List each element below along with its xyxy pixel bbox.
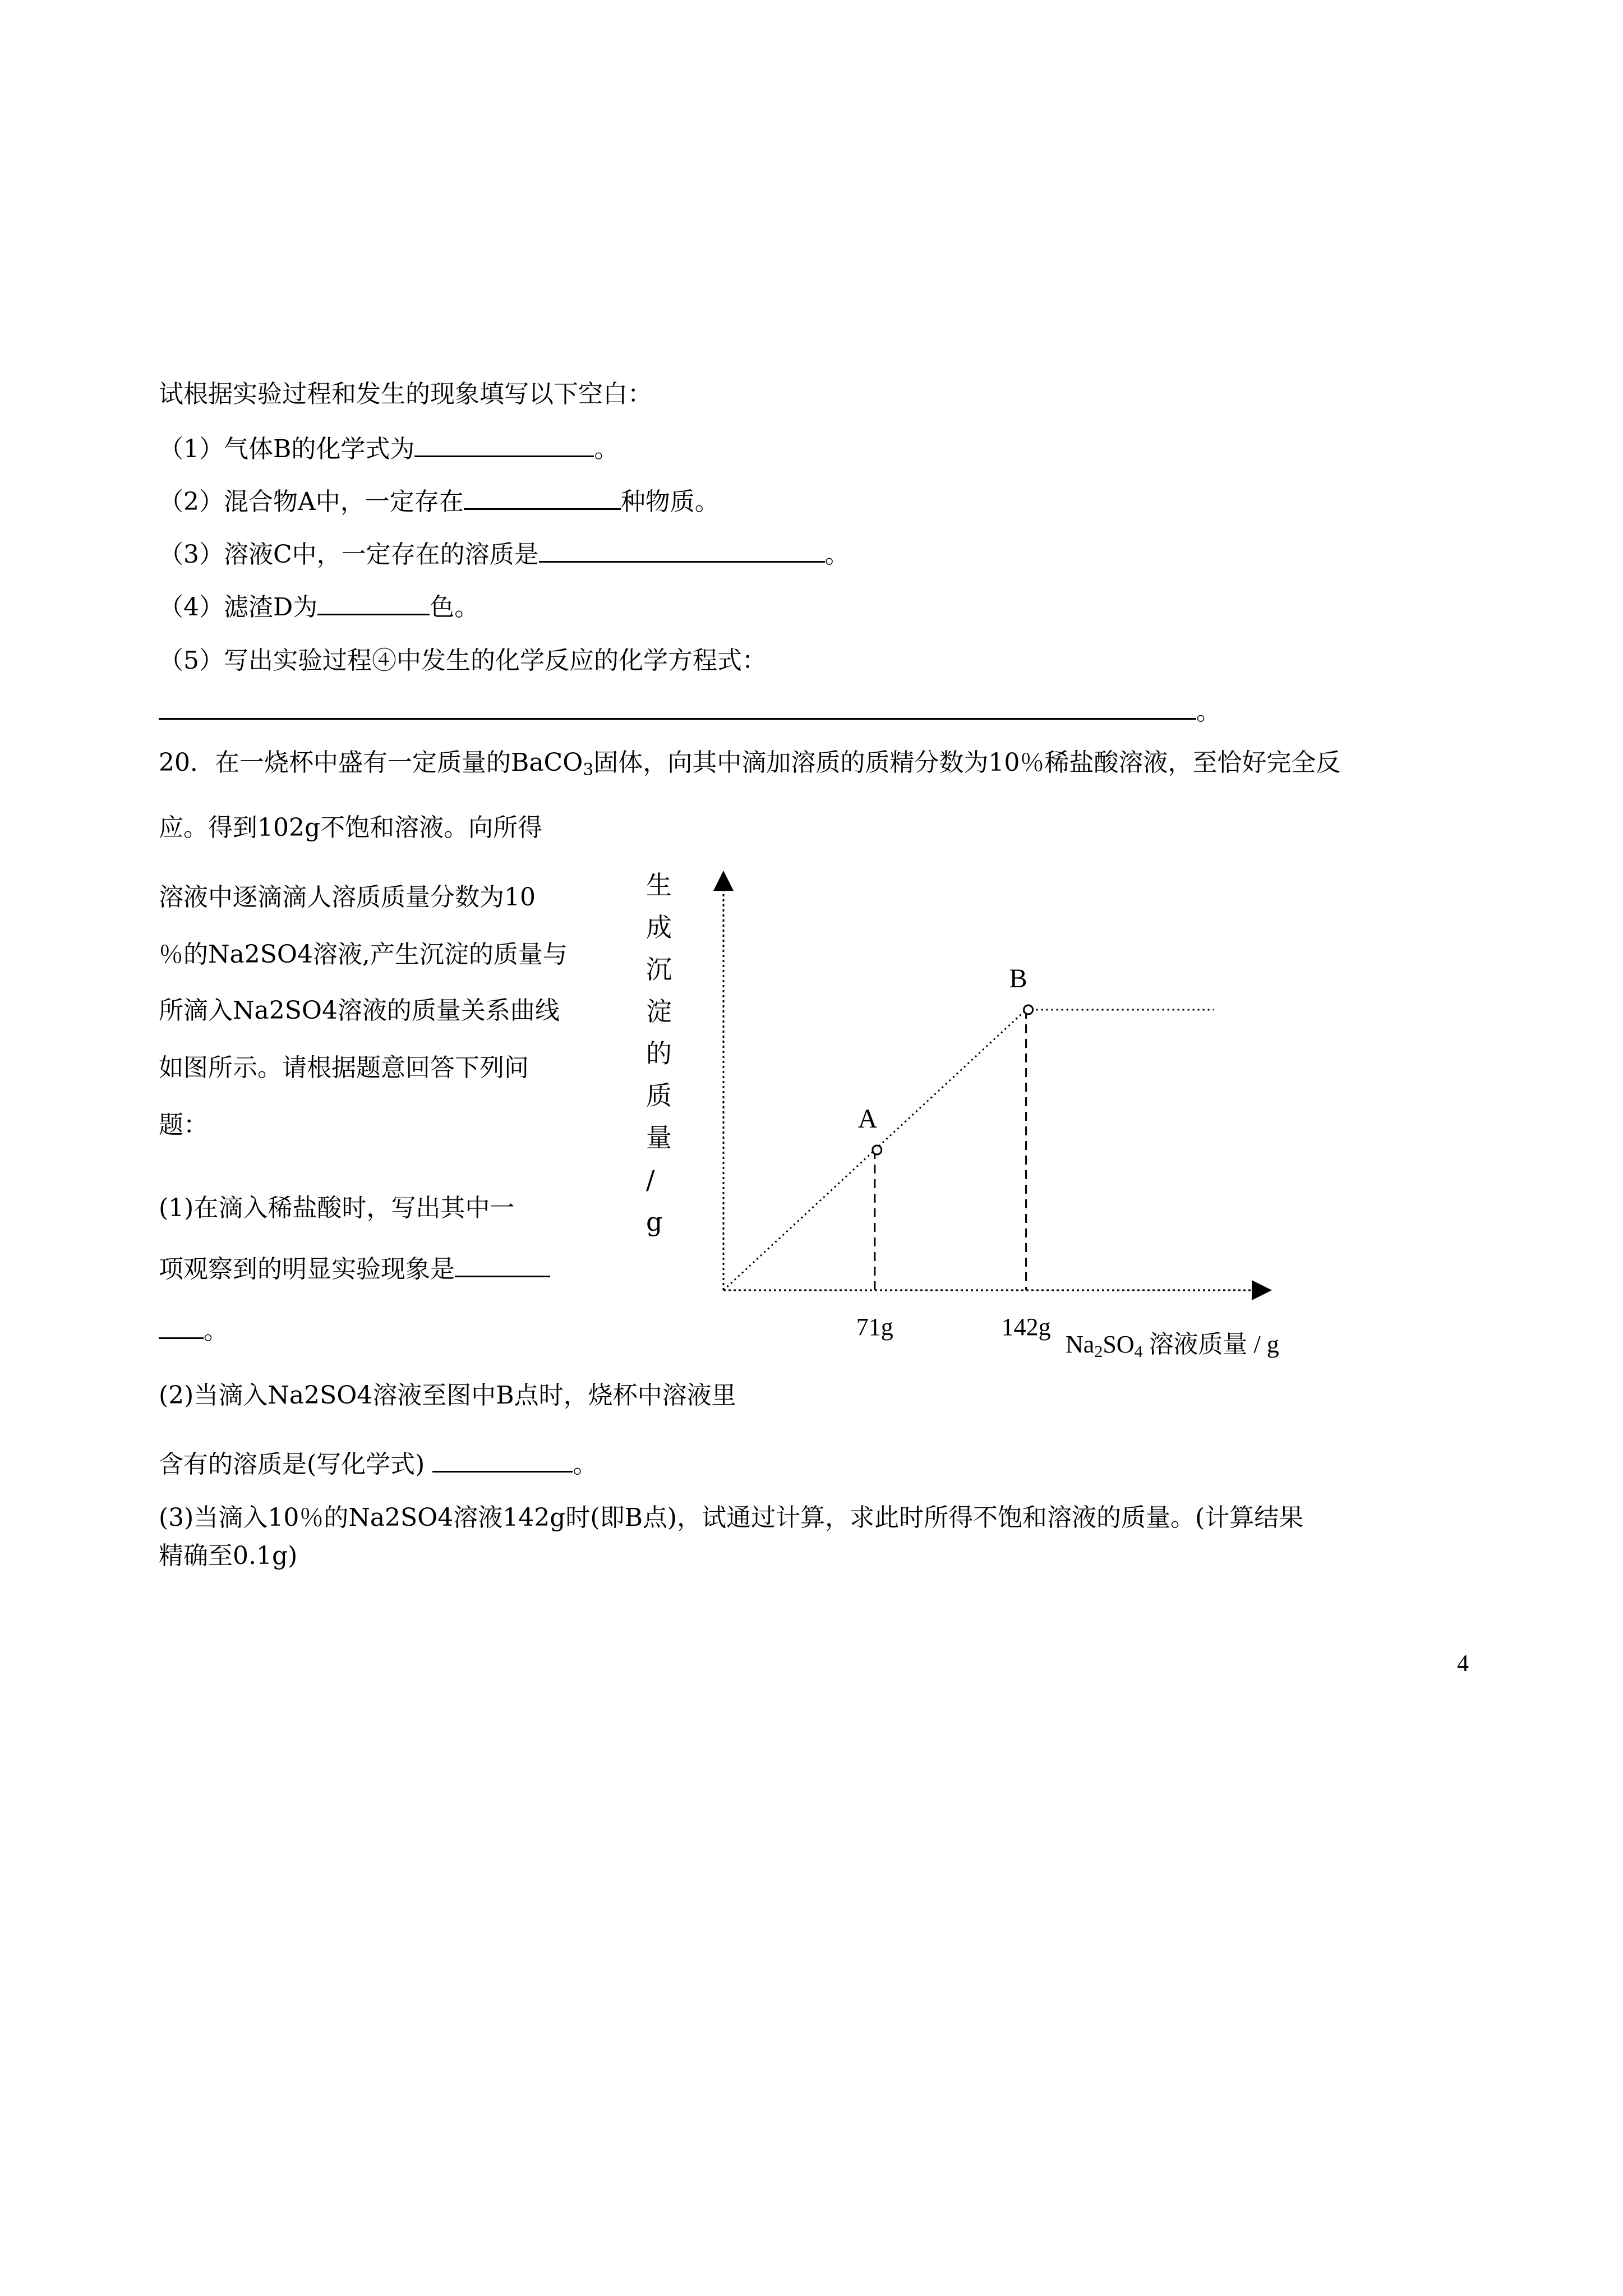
q20-line-1-sub: 3	[583, 760, 594, 780]
q20-sub-1-c	[159, 1313, 228, 1348]
q20-line-3: 溶液中逐滴滴人溶质质量分数为10	[159, 883, 536, 912]
q20-sub-1-b	[159, 1251, 550, 1286]
x-axis-label-part: SO	[1103, 1331, 1135, 1358]
q19-item-4	[159, 589, 479, 624]
x-axis-label-part: 溶液质量 / g	[1142, 1331, 1279, 1358]
x-tick-label: 142g	[1001, 1313, 1051, 1341]
q19-item-2-text: （2）混合物A中，一定存在	[159, 487, 464, 516]
point-a	[873, 1145, 882, 1154]
y-axis-label-char: 量	[646, 1122, 672, 1153]
point-label-b: B	[1009, 964, 1027, 993]
point-b	[1024, 1005, 1033, 1014]
q20-line-1-a: 20．在一烧杯中盛有一定质量的BaCO	[159, 748, 583, 777]
q19-item-5-end: 。	[1196, 697, 1221, 726]
answer-blank-2[interactable]	[464, 484, 621, 510]
q19-item-1-text: （1）气体B的化学式为	[159, 435, 415, 463]
q20-line-2: 应。得到102g不饱和溶液。向所得	[159, 813, 543, 842]
page-number: 4	[1457, 1651, 1469, 1677]
q20-sub-1-a: (1)在滴入稀盐酸时，写出其中一	[159, 1194, 515, 1222]
answer-blank-7[interactable]	[432, 1446, 573, 1473]
y-axis-label-char: /	[646, 1165, 655, 1195]
x-axis-label-sub: 2	[1094, 1342, 1103, 1361]
q19-item-5-answer	[159, 693, 1221, 729]
q19-item-3-text: （3）溶液C中，一定存在的溶质是	[159, 540, 539, 569]
point-label-a: A	[857, 1104, 878, 1134]
q19-item-3	[159, 536, 850, 572]
q20-sub-1-c-end: 。	[204, 1317, 228, 1345]
q19-item-2	[159, 484, 720, 519]
q19-item-2-end: 种物质。	[620, 487, 720, 516]
q19-item-5: （5）写出实验过程④中发生的化学反应的化学方程式：	[159, 646, 767, 675]
q19-item-1-end: 。	[594, 435, 619, 463]
answer-blank-5[interactable]	[159, 693, 1196, 720]
y-axis-label-char: 沉	[646, 954, 672, 984]
q20-line-7: 题：	[159, 1111, 208, 1139]
y-axis-label-char: 质	[646, 1080, 672, 1111]
q20-sub-2-a: (2)当滴入Na2SO4溶液至图中B点时，烧杯中溶液里	[159, 1381, 736, 1410]
intro-text: 试根据实验过程和发生的现象填写以下空白：	[159, 380, 652, 408]
q20-line-6: 如图所示。请根据题意回答下列问	[159, 1053, 529, 1082]
answer-blank-6-cont[interactable]	[159, 1313, 204, 1339]
q20-sub-2-b-end: 。	[573, 1450, 598, 1479]
q20-line-1-b: 固体，向其中滴加溶质的质精分数为10％稀盐酸溶液，至恰好完全反	[593, 748, 1341, 777]
y-axis-label-char: 淀	[646, 996, 672, 1027]
q20-line-5: 所滴入Na2SO4溶液的质量关系曲线	[159, 996, 560, 1025]
q19-item-4-end: 色。	[430, 593, 479, 622]
y-axis-label-char: g	[646, 1207, 663, 1237]
x-axis-label-sub: 4	[1134, 1342, 1143, 1361]
q20-line-4: ％的Na2SO4溶液,产生沉淀的质量与	[159, 940, 568, 969]
y-axis-label-char: 的	[646, 1038, 672, 1069]
q20-sub-3-a: (3)当滴入10％的Na2SO4溶液142g时(即B点)，试通过计算，求此时所得不饱和溶液的质量。(计算结果	[159, 1503, 1304, 1532]
q20-sub-1-b-text: 项观察到的明显实验现象是	[159, 1255, 455, 1283]
y-axis-label-char: 成	[646, 912, 672, 942]
q19-item-4-text: （4）滤渣D为	[159, 593, 318, 622]
q20-line-1	[159, 746, 1340, 787]
precipitate-chart	[628, 858, 1329, 1363]
q20-sub-3-b: 精确至0.1g)	[159, 1542, 298, 1570]
answer-blank-6[interactable]	[455, 1251, 550, 1277]
answer-blank-4[interactable]	[317, 589, 430, 615]
q20-sub-2-b	[159, 1446, 597, 1481]
q19-item-1	[159, 431, 619, 466]
x-tick-label: 71g	[856, 1313, 893, 1341]
x-axis-label	[1066, 1324, 1279, 1361]
q19-item-3-end: 。	[824, 540, 850, 569]
q20-sub-2-b-text: 含有的溶质是(写化学式)	[159, 1450, 425, 1479]
x-axis-label-part: Na	[1066, 1331, 1095, 1358]
answer-blank-3[interactable]	[539, 536, 825, 563]
answer-blank-1[interactable]	[414, 431, 594, 457]
y-axis-label-char: 生	[646, 870, 672, 900]
